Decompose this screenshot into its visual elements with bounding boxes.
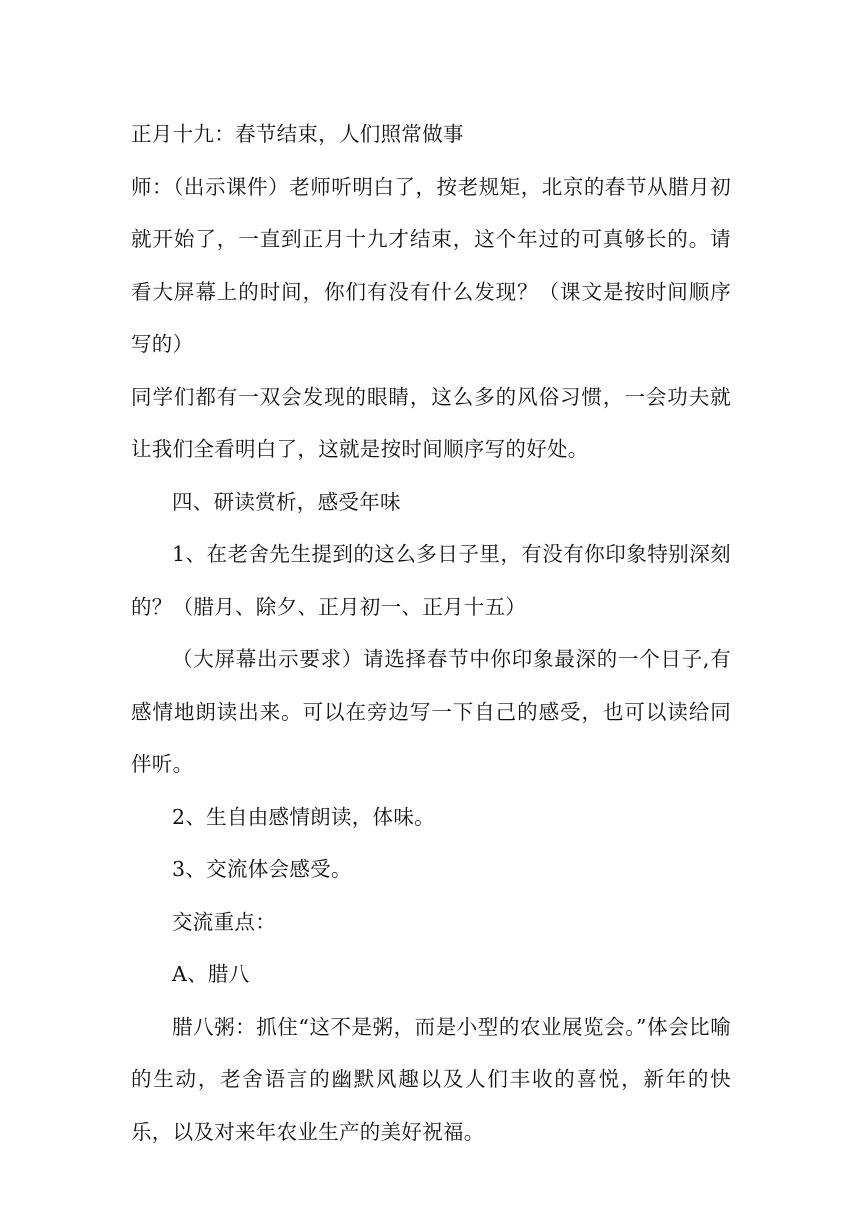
section-heading-four: 四、研读赏析，感受年味 xyxy=(172,489,401,514)
paragraph-step-3: 3、交流体会感受。 xyxy=(172,857,352,881)
document-body xyxy=(131,108,731,1158)
paragraph-time-order-benefit: 同学们都有一双会发现的眼睛，这么多的风俗习惯，一会功夫就让我们全看明白了，这就是按时间顺序写的好处。 xyxy=(131,384,731,461)
paragraph-step-2: 2、生自由感情朗读，体味。 xyxy=(172,804,435,829)
paragraph-step-1: 1、在老舍先生提到的这么多日子里，有没有你印象特别深刻的？（腊月、除夕、正月初一、正月十五） xyxy=(131,542,731,619)
paragraph-item-a: A、腊八 xyxy=(172,962,250,986)
paragraph-spring-festival-end: 正月十九：春节结束，人们照常做事 xyxy=(131,122,464,146)
paragraph-screen-requirement: （大屏幕出示要求）请选择春节中你印象最深的一个日子,有感情地朗读出来。可以在旁边写一下自己的感受，也可以读给同伴听。 xyxy=(131,647,731,776)
paragraph-teacher-remark: 师：（出示课件）老师听明白了，按老规矩，北京的春节从腊月初就开始了，一直到正月十九才结束，这个年过的可真够长的。请看大屏幕上的时间，你们有没有什么发现？（课文是按时间顺序写的） xyxy=(131,174,731,356)
paragraph-laba-porridge: 腊八粥：抓住“这不是粥，而是小型的农业展览会。”体会比喻的生动，老舍语言的幽默风趣以及人们丰收的喜悦，新年的快乐，以及对来年农业生产的美好祝福。 xyxy=(131,1014,731,1144)
paragraph-focus-label: 交流重点： xyxy=(172,909,276,934)
